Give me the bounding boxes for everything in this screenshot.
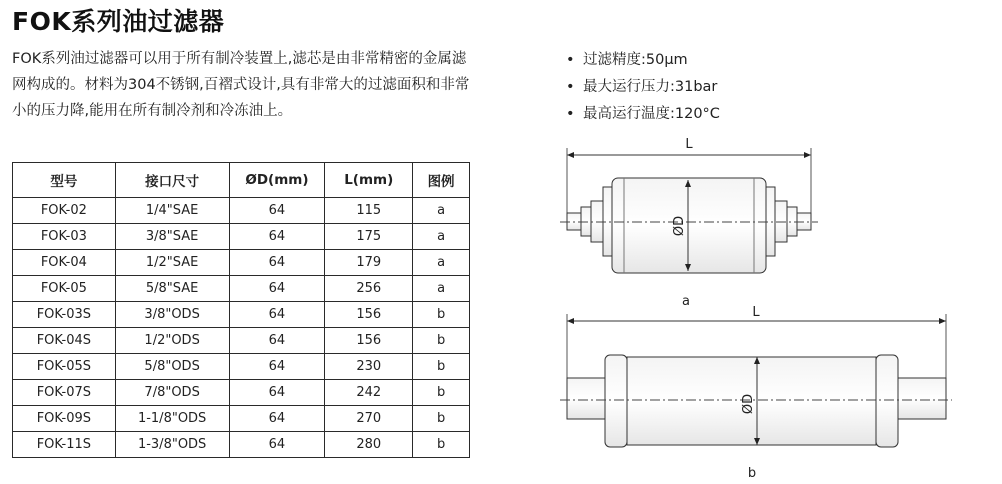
figure-a-caption: a (682, 294, 690, 309)
cell-length: 175 (325, 224, 413, 250)
cell-model: FOK-09S (13, 406, 116, 432)
spec-item-max-pressure: • 最大运行压力:31bar (566, 77, 720, 104)
cell-diameter: 64 (229, 406, 325, 432)
cell-figure: a (413, 198, 470, 224)
cell-diameter: 64 (229, 276, 325, 302)
cell-diameter: 64 (229, 224, 325, 250)
cell-length: 230 (325, 354, 413, 380)
cell-figure: b (413, 406, 470, 432)
cell-diameter: 64 (229, 250, 325, 276)
cell-figure: b (413, 380, 470, 406)
col-header-figure: 图例 (413, 163, 470, 198)
figure-b-caption: b (747, 466, 757, 481)
cell-length: 156 (325, 302, 413, 328)
cell-figure: b (413, 432, 470, 458)
cell-model: FOK-11S (13, 432, 116, 458)
figure-b-filter-drawing (560, 314, 952, 447)
cell-diameter: 64 (229, 354, 325, 380)
cell-connection: 1-3/8"ODS (115, 432, 229, 458)
cell-connection: 7/8"ODS (115, 380, 229, 406)
col-header-model: 型号 (13, 163, 116, 198)
cell-connection: 3/8"ODS (115, 302, 229, 328)
spec-item-max-temperature: • 最高运行温度:120°C (566, 104, 720, 131)
col-header-length: L(mm) (325, 163, 413, 198)
cell-connection: 1-1/8"ODS (115, 406, 229, 432)
figure-a-length-label: L (685, 137, 693, 152)
cell-length: 280 (325, 432, 413, 458)
figure-a-filter-drawing (560, 148, 818, 273)
cell-diameter: 64 (229, 328, 325, 354)
cell-length: 270 (325, 406, 413, 432)
cell-model: FOK-04 (13, 250, 116, 276)
cell-model: FOK-03 (13, 224, 116, 250)
cell-length: 115 (325, 198, 413, 224)
spec-item-filter-precision: • 过滤精度:50μm (566, 50, 720, 77)
cell-connection: 5/8"ODS (115, 354, 229, 380)
page-title: FOK系列油过滤器 (12, 7, 225, 36)
cell-figure: b (413, 328, 470, 354)
cell-diameter: 64 (229, 380, 325, 406)
col-header-connection: 接口尺寸 (115, 163, 229, 198)
cell-connection: 5/8"SAE (115, 276, 229, 302)
cell-model: FOK-02 (13, 198, 116, 224)
cell-model: FOK-03S (13, 302, 116, 328)
cell-connection: 3/8"SAE (115, 224, 229, 250)
cell-connection: 1/2"ODS (115, 328, 229, 354)
intro-paragraph: FOK系列油过滤器可以用于所有制冷装置上,滤芯是由非常精密的金属滤网构成的。材料为304不锈钢,百褶式设计,具有非常大的过滤面积和非常小的压力降,能用在所有制冷剂和冷冻油上。 (12, 51, 470, 119)
cell-figure: b (413, 354, 470, 380)
cell-model: FOK-07S (13, 380, 116, 406)
cell-model: FOK-04S (13, 328, 116, 354)
cell-connection: 1/2"SAE (115, 250, 229, 276)
cell-figure: a (413, 276, 470, 302)
figure-a-diameter-label: ØD (672, 215, 687, 237)
cell-model: FOK-05S (13, 354, 116, 380)
cell-diameter: 64 (229, 432, 325, 458)
cell-figure: a (413, 250, 470, 276)
figure-b-length-label: L (752, 305, 760, 320)
cell-model: FOK-05 (13, 276, 116, 302)
cell-diameter: 64 (229, 302, 325, 328)
cell-figure: b (413, 302, 470, 328)
cell-length: 179 (325, 250, 413, 276)
cell-figure: a (413, 224, 470, 250)
cell-length: 256 (325, 276, 413, 302)
col-header-diameter: ØD(mm) (229, 163, 325, 198)
cell-length: 156 (325, 328, 413, 354)
figure-b-diameter-label: ØD (741, 393, 756, 415)
cell-diameter: 64 (229, 198, 325, 224)
cell-connection: 1/4"SAE (115, 198, 229, 224)
cell-length: 242 (325, 380, 413, 406)
